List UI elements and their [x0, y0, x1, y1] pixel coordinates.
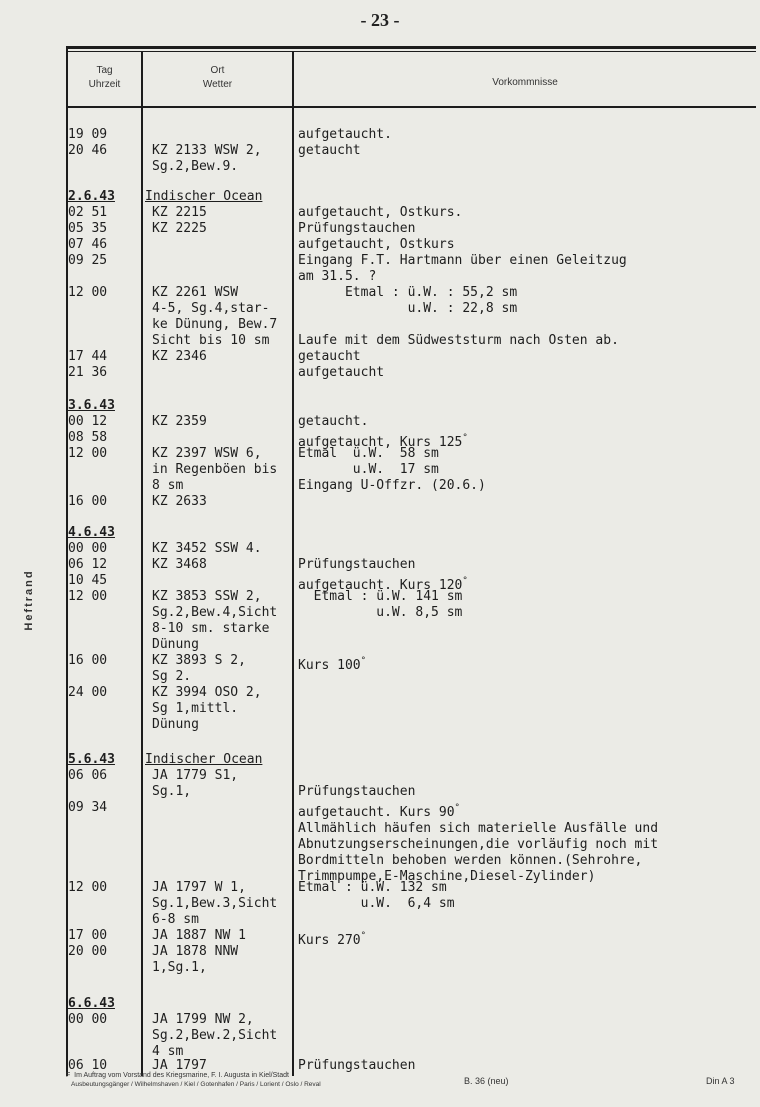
entry-time: 00 00	[68, 1012, 108, 1027]
entry-location-weather: KZ 2633	[152, 494, 207, 509]
entry-event: Prüfungstauchen	[298, 557, 416, 572]
date-heading: 5.6.43	[68, 752, 115, 767]
entry-time: 08 58	[68, 430, 108, 445]
entry-event: Etmal : ü.W. : 55,2 sm u.W. : 22,8 sm Laufe mit dem Südweststurm nach Osten ab.	[298, 285, 619, 348]
entry-time: 24 00	[68, 685, 108, 700]
entry-event: Etmal : ü.W. 132 sm u.W. 6,4 sm	[298, 880, 455, 911]
entry-event: aufgetaucht. Kurs 90° Allmählich häufen sich materielle Ausfälle und Abnutzungserscheinungen,die vorläufig noch mit Bordmitteln behoben werden können.(Sehrohre, Trimmpumpe,E-Maschine,Diesel-Zylinder)	[298, 803, 659, 884]
column-divider-2	[292, 52, 294, 1076]
entry-location-weather: KZ 2359	[152, 414, 207, 429]
entry-time: 16 00	[68, 653, 108, 668]
date-heading: 4.6.43	[68, 525, 115, 540]
entry-time: 20 46	[68, 143, 108, 158]
entry-time: 20 00	[68, 944, 108, 959]
entry-location-weather: KZ 3893 S 2, Sg 2.	[152, 653, 246, 684]
header-ort-wetter	[143, 64, 292, 92]
entry-location-weather: JA 1779 S1, Sg.1,	[152, 768, 239, 799]
date-heading: 2.6.43	[68, 189, 115, 204]
degree-sign: °	[360, 931, 367, 941]
entry-location-weather: KZ 2261 WSW 4-5, Sg.4,star- ke Dünung, Bew.7 Sicht bis 10 sm	[152, 285, 278, 348]
footer-imprint-line-2: Ausbeutungsgänger / Wilhelmshaven / Kiel / Gotenhafen / Paris / Lorient / Oslo / Reval	[66, 1081, 321, 1088]
entry-time: 17 00	[68, 928, 108, 943]
entry-time: 12 00	[68, 446, 108, 461]
entry-time: 06 10	[68, 1058, 108, 1073]
degree-sign: °	[360, 656, 367, 666]
header-tag-uhrzeit	[68, 64, 141, 92]
entry-event: Prüfungstauchen	[298, 1058, 416, 1073]
entry-event: Etmal ü.W. 58 sm u.W. 17 sm Eingang U-Offzr. (20.6.)	[298, 446, 486, 493]
entry-event: getaucht.	[298, 414, 369, 429]
header-tag-uhrzeit-text: Tag Uhrzeit	[88, 65, 121, 90]
entry-event: Prüfungstauchen	[298, 784, 416, 799]
top-rule-thin	[66, 51, 756, 52]
entry-time: 12 00	[68, 880, 108, 895]
entry-event: aufgetaucht.	[298, 127, 392, 142]
entry-location-weather: KZ 2215	[152, 205, 207, 220]
entry-location-weather: JA 1887 NW 1	[152, 928, 246, 943]
entry-time: 19 09	[68, 127, 108, 142]
entry-event: Kurs 100°	[298, 656, 367, 673]
entry-event: aufgetaucht	[298, 365, 385, 380]
entry-event: aufgetaucht. Kurs 120°	[298, 576, 468, 593]
entry-time: 00 12	[68, 414, 108, 429]
entry-location-weather: KZ 2225	[152, 221, 207, 236]
degree-sign: °	[462, 433, 468, 443]
entry-event: Etmal : ü.W. 141 sm u.W. 8,5 sm	[313, 589, 463, 620]
entry-location-weather: KZ 3468	[152, 557, 207, 572]
entry-time: 17 44	[68, 349, 108, 364]
entry-location-weather: KZ 2133 WSW 2, Sg.2,Bew.9.	[152, 143, 262, 174]
degree-sign: °	[462, 576, 468, 586]
column-divider-1	[141, 52, 143, 1076]
entry-time: 10 45	[68, 573, 108, 588]
degree-sign: °	[454, 803, 460, 813]
entry-time: 21 36	[68, 365, 108, 380]
footer-paper-size: Din A 3	[706, 1076, 735, 1086]
entry-time: 09 25	[68, 253, 108, 268]
header-ort-wetter-text: Ort Wetter	[202, 65, 233, 90]
entry-event: Kurs 270°	[298, 931, 367, 948]
entry-event: Prüfungstauchen	[298, 221, 416, 236]
margin-label: Heftrand	[23, 569, 35, 631]
header-bottom-rule	[66, 106, 756, 108]
entry-location-weather: KZ 3452 SSW 4.	[152, 541, 262, 556]
entry-location-weather: KZ 2397 WSW 6, in Regenböen bis 8 sm	[152, 446, 278, 493]
location-heading: Indischer Ocean	[145, 752, 263, 767]
entry-time: 05 35	[68, 221, 108, 236]
entry-time: 12 00	[68, 589, 108, 604]
entry-event: aufgetaucht, Ostkurs	[298, 237, 455, 252]
header-vorkommnisse: Vorkommnisse	[492, 77, 558, 88]
entry-event: aufgetaucht, Ostkurs.	[298, 205, 463, 220]
entry-location-weather: KZ 2346	[152, 349, 207, 364]
entry-location-weather: JA 1797	[152, 1058, 207, 1073]
footer-form-number: B. 36 (neu)	[464, 1076, 509, 1086]
entry-time: 07 46	[68, 237, 108, 252]
entry-time: 12 00	[68, 285, 108, 300]
entry-time: 06 06	[68, 768, 108, 783]
entry-location-weather: KZ 3994 OSO 2, Sg 1,mittl. Dünung	[152, 685, 262, 732]
entry-time: 16 00	[68, 494, 108, 509]
entry-location-weather: KZ 3853 SSW 2, Sg.2,Bew.4,Sicht 8-10 sm. starke Dünung	[152, 589, 278, 652]
date-heading: 6.6.43	[68, 996, 115, 1011]
entry-event: Eingang F.T. Hartmann über einen Geleitzug am 31.5. ?	[298, 253, 627, 284]
location-heading: Indischer Ocean	[145, 189, 263, 204]
footer-imprint-line-1: F Im Auftrag vom Vorstand des Kriegsmarine, F. I. Augusta in Kiel/Stadt	[66, 1072, 289, 1079]
date-heading: 3.6.43	[68, 398, 115, 413]
page-number: - 23 -	[360, 10, 400, 30]
entry-location-weather: JA 1878 NNW 1,Sg.1,	[152, 944, 239, 975]
entry-event: getaucht	[298, 143, 361, 158]
entry-time: 00 00	[68, 541, 108, 556]
entry-time: 09 34	[68, 800, 108, 815]
entry-time: 02 51	[68, 205, 108, 220]
entry-time: 06 12	[68, 557, 108, 572]
entry-event: aufgetaucht, Kurs 125°	[298, 433, 468, 450]
top-rule	[66, 46, 756, 49]
entry-location-weather: JA 1799 NW 2, Sg.2,Bew.2,Sicht 4 sm	[152, 1012, 278, 1059]
entry-location-weather: JA 1797 W 1, Sg.1,Bew.3,Sicht 6-8 sm	[152, 880, 278, 927]
entry-event: getaucht	[298, 349, 361, 364]
